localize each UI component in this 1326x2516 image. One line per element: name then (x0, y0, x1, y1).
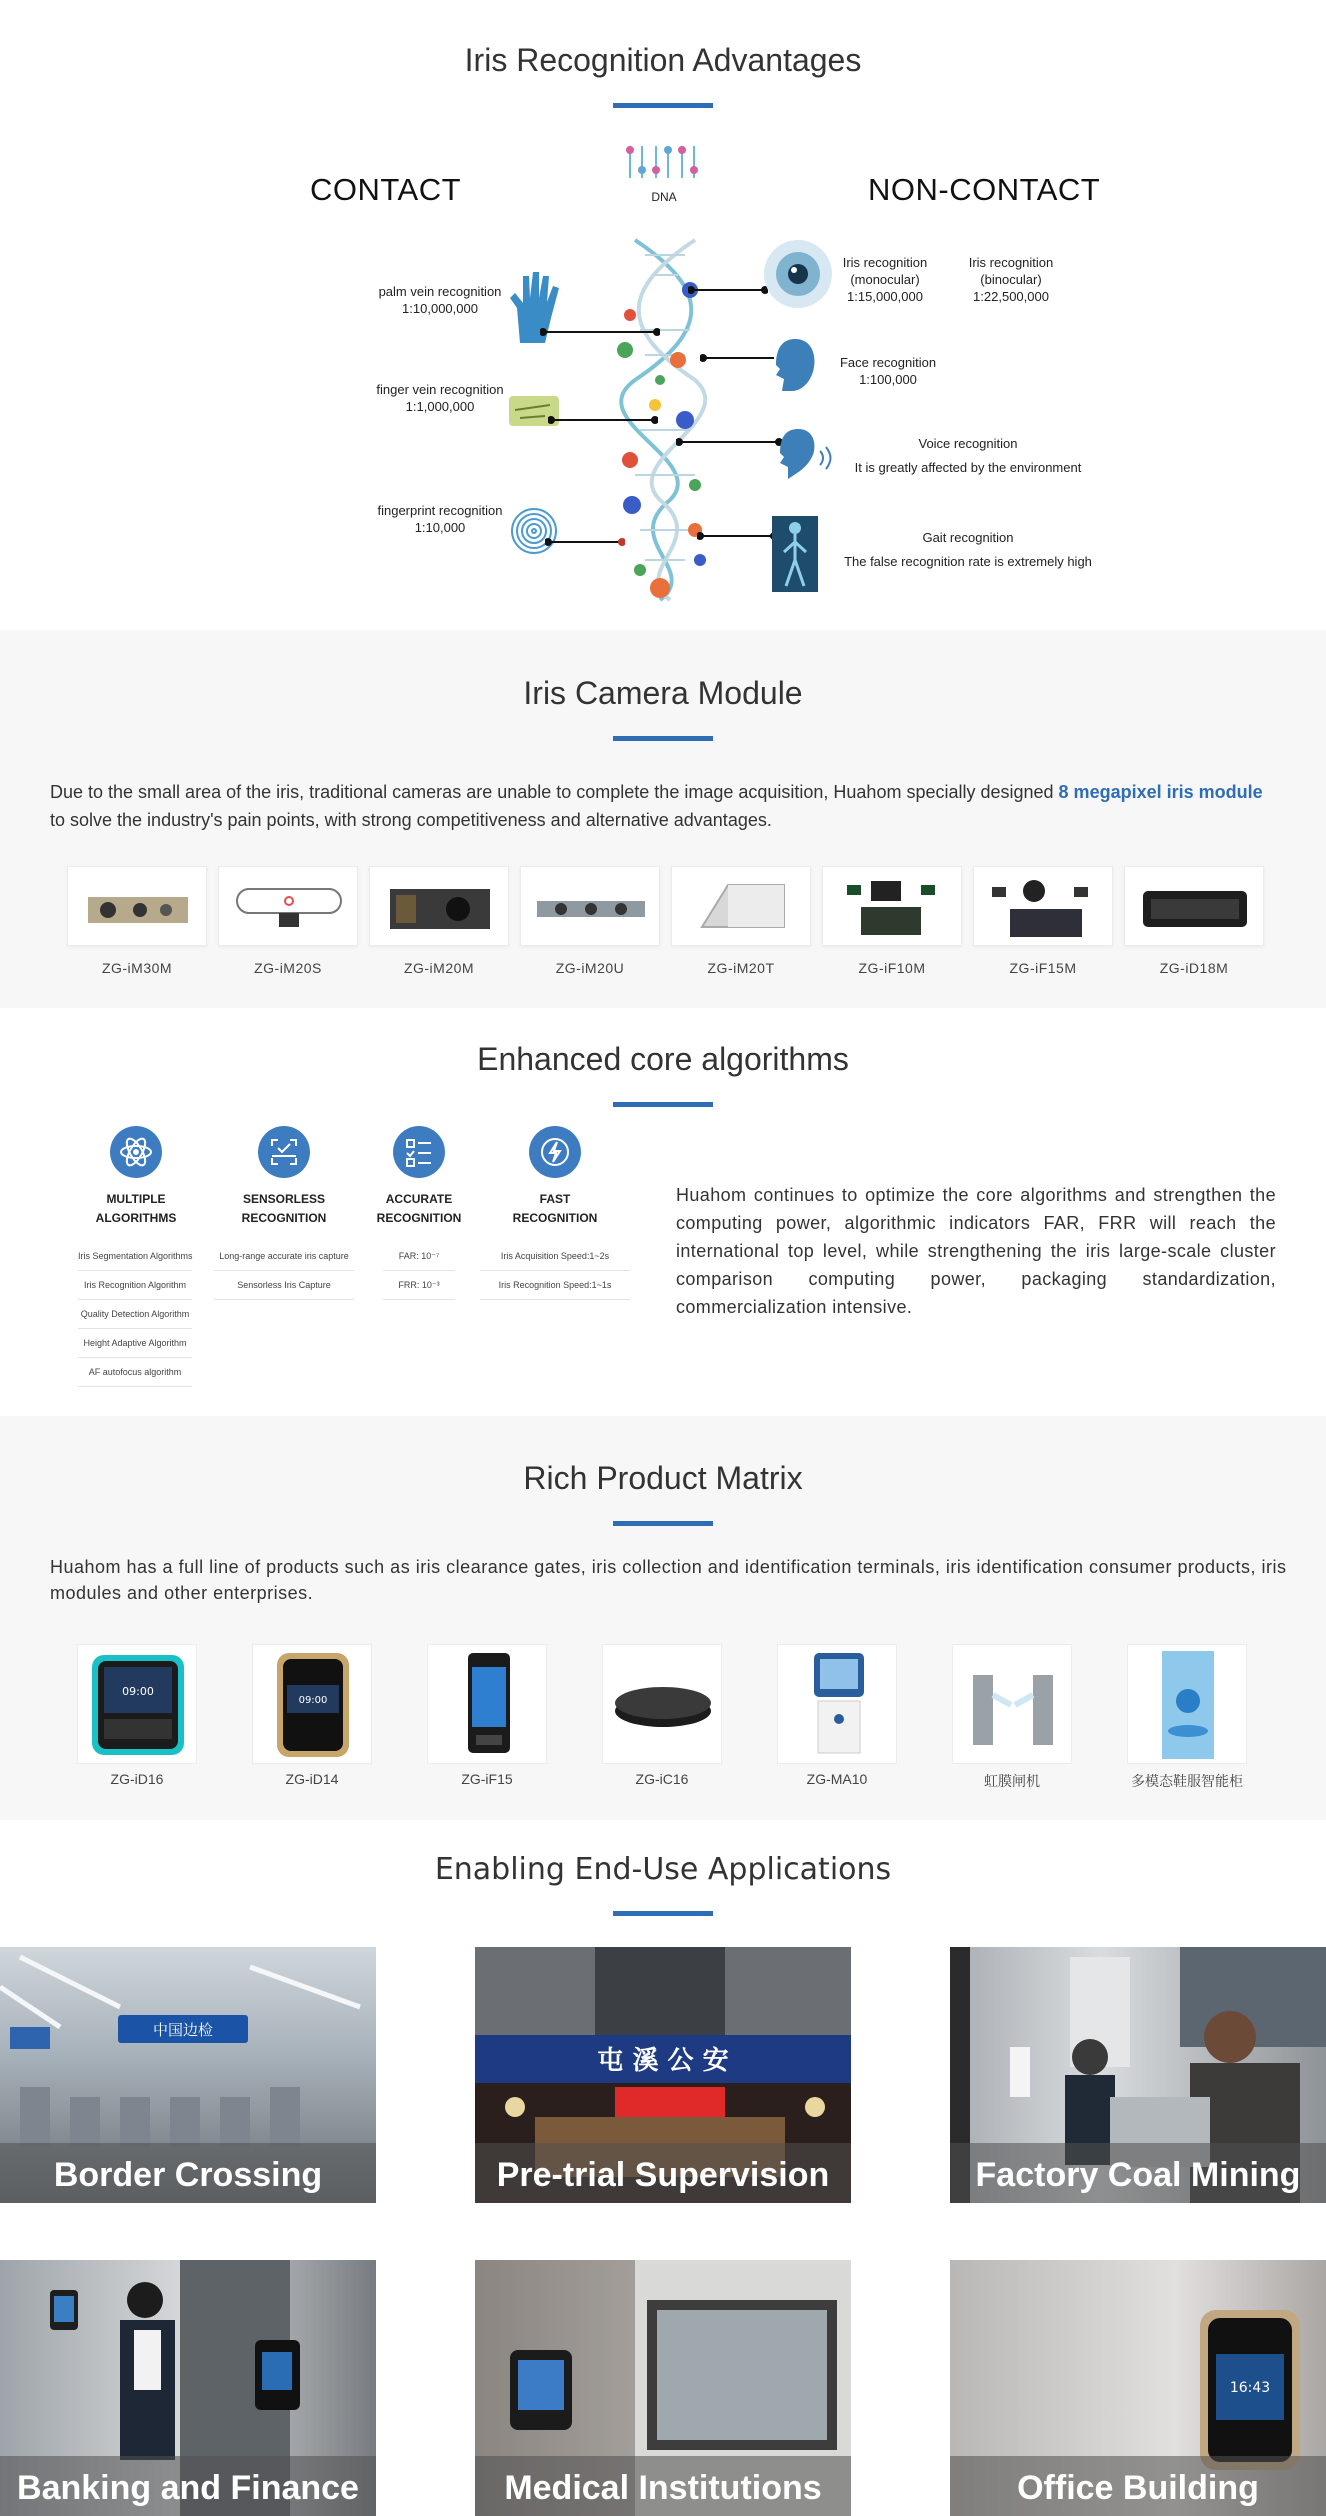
algo-title-fast: FAST RECOGNITION (512, 1192, 598, 1225)
product-card[interactable] (602, 1644, 722, 1764)
palm-vein-text: palm vein recognition 1:10,000,000 (378, 284, 502, 316)
dna-label: DNA (651, 190, 677, 204)
product-image (253, 1645, 373, 1765)
product-card[interactable] (427, 1644, 547, 1764)
product-label: ZG-iC16 (635, 1771, 689, 1787)
app-label: Pre-trial Supervision (475, 2143, 851, 2203)
contact-label: CONTACT (310, 172, 462, 207)
checklist-icon (393, 1126, 445, 1178)
camera-module-card[interactable] (1124, 866, 1264, 946)
module-image (672, 867, 812, 947)
finger-vein-connector (548, 414, 658, 426)
product-matrix-section (0, 1416, 1326, 1820)
camera-module-label: ZG-iD18M (1159, 960, 1229, 976)
module-image (219, 867, 359, 947)
app-label: Border Crossing (0, 2143, 376, 2203)
product-image (953, 1645, 1073, 1765)
gait-icon (772, 516, 818, 592)
camera-module-section (0, 630, 1326, 1008)
fingerprint-icon (508, 505, 560, 557)
palm-connector (540, 326, 660, 338)
eye-icon (762, 238, 834, 310)
app-card-medical[interactable] (475, 2260, 851, 2516)
gait-text: Gait recognition The false recognition rate is extremely high (844, 530, 1092, 569)
module-image (974, 867, 1114, 947)
algo-item: Iris Segmentation Algorithms (78, 1242, 192, 1271)
algo-item: Iris Acquisition Speed:1~2s (480, 1242, 630, 1271)
title-underline (613, 103, 713, 108)
camera-module-label: ZG-iF15M (1009, 960, 1077, 976)
algo-item: FAR: 10⁻⁷ (383, 1242, 455, 1271)
app-card-factory[interactable] (950, 1947, 1326, 2203)
gait-connector (697, 530, 777, 542)
svg-text:09:00: 09:00 (122, 1685, 154, 1698)
product-label: ZG-iD14 (285, 1771, 339, 1787)
module-image (68, 867, 208, 947)
product-image (603, 1645, 723, 1765)
camera-module-card[interactable] (822, 866, 962, 946)
product-label: 虹膜闸机 (984, 1773, 1040, 1789)
camera-module-label: ZG-iM20U (555, 960, 625, 976)
iris-mono-text: Iris recognition (monocular) 1:15,000,000 (842, 255, 928, 304)
product-card[interactable] (77, 1644, 197, 1764)
camera-module-card[interactable] (67, 866, 207, 946)
noncontact-label: NON-CONTACT (868, 172, 1101, 207)
app-card-banking[interactable] (0, 2260, 376, 2516)
atom-icon (110, 1126, 162, 1178)
voice-icon (776, 425, 834, 483)
camera-module-label: ZG-iM20S (254, 960, 322, 976)
highlight-text: 8 megapixel iris module (1058, 782, 1263, 802)
module-image (370, 867, 510, 947)
app-card-office[interactable] (950, 2260, 1326, 2516)
svg-text:16:43: 16:43 (1229, 2380, 1271, 2396)
iris-bin-text: Iris recognition (binocular) 1:22,500,000 (968, 255, 1054, 304)
algorithms-section (0, 1008, 1326, 1416)
product-label: 多模态鞋服智能柜 (1131, 1773, 1243, 1789)
fingerprint-connector (545, 536, 625, 548)
applications-section (0, 1820, 1326, 2516)
face-icon (770, 335, 820, 395)
camera-module-label: ZG-iF10M (858, 960, 926, 976)
product-image (428, 1645, 548, 1765)
module-image (521, 867, 661, 947)
camera-module-card[interactable] (369, 866, 509, 946)
app-label: Factory Coal Mining (950, 2143, 1326, 2203)
algo-title-accurate: ACCURATE RECOGNITION (376, 1192, 462, 1225)
algo-item: Sensorless Iris Capture (214, 1271, 354, 1300)
algorithms-title: Enhanced core algorithms (477, 1041, 849, 1077)
applications-title: Enabling End-Use Applications (434, 1852, 892, 1887)
product-card[interactable] (252, 1644, 372, 1764)
algo-item: Quality Detection Algorithm (78, 1300, 192, 1329)
svg-text:09:00: 09:00 (298, 1695, 328, 1706)
product-card[interactable] (952, 1644, 1072, 1764)
product-image (1128, 1645, 1248, 1765)
finger-vein-text: finger vein recognition 1:1,000,000 (376, 382, 504, 414)
voice-text: Voice recognition It is greatly affected by the environment (854, 436, 1082, 475)
product-label: ZG-MA10 (806, 1771, 868, 1787)
module-image (1125, 867, 1265, 947)
app-label: Banking and Finance (0, 2456, 376, 2516)
product-card[interactable] (1127, 1644, 1247, 1764)
title-underline (613, 1521, 713, 1526)
camera-module-label: ZG-iM20M (403, 960, 475, 976)
face-text: Face recognition 1:100,000 (839, 355, 937, 387)
camera-module-label: ZG-iM20T (707, 960, 775, 976)
camera-module-card[interactable] (671, 866, 811, 946)
title-underline (613, 736, 713, 741)
product-label: ZG-iF15 (461, 1771, 513, 1787)
title-underline (613, 1911, 713, 1916)
app-label: Office Building (950, 2456, 1326, 2516)
camera-module-card[interactable] (973, 866, 1113, 946)
iris-connector (688, 284, 768, 296)
algo-item: Long-range accurate iris capture (214, 1242, 354, 1271)
algorithms-description: Huahom continues to optimize the core algorithms and strengthen the computing power, algorithmic indicators FAR, FRR will reach the international top level, while strengthening the iris large-scale cluster comparison computing power, packaging standardization, commercialization intensive. (676, 1185, 1276, 1317)
algo-title-sensorless: SENSORLESS RECOGNITION (241, 1192, 327, 1225)
camera-title: Iris Camera Module (523, 675, 803, 711)
algo-item: Iris Recognition Algorithm (78, 1271, 192, 1300)
product-card[interactable] (777, 1644, 897, 1764)
camera-module-label: ZG-iM30M (101, 960, 173, 976)
module-image (823, 867, 963, 947)
camera-module-card[interactable] (520, 866, 660, 946)
voice-connector (676, 436, 782, 448)
advantages-title: Iris Recognition Advantages (464, 42, 862, 78)
algo-item: AF autofocus algorithm (78, 1358, 192, 1387)
product-label: ZG-iD16 (110, 1771, 164, 1787)
app-label: Medical Institutions (475, 2456, 851, 2516)
product-image (78, 1645, 198, 1765)
lightning-icon (529, 1126, 581, 1178)
advantages-section (0, 0, 1326, 630)
algo-item: FRR: 10⁻³ (383, 1271, 455, 1300)
product-image (778, 1645, 898, 1765)
products-title: Rich Product Matrix (523, 1460, 803, 1496)
fingerprint-text: fingerprint recognition 1:10,000 (377, 503, 503, 535)
svg-text:屯 溪 公 安: 屯 溪 公 安 (597, 2046, 729, 2076)
camera-description: Due to the small area of the iris, traditional cameras are unable to complete the image acquisition, Huahom specially designed 8 megapixel iris module to solve the industry's pain points, with strong competitiveness and alternative advantages. (50, 782, 1263, 830)
scan-icon (258, 1126, 310, 1178)
svg-text:中国边检: 中国边检 (152, 2021, 214, 2039)
app-card-pretrial[interactable] (475, 1947, 851, 2203)
products-description: Huahom has a full line of products such as iris clearance gates, iris collection and identification terminals, iris identification consumer products, iris modules and other enterprises. (50, 1557, 1287, 1603)
face-connector (700, 352, 774, 364)
algo-item: Height Adaptive Algorithm (78, 1329, 192, 1358)
algo-item: Iris Recognition Speed:1~1s (480, 1271, 630, 1300)
dna-icon (622, 140, 702, 192)
algo-title-multiple: MULTIPLE ALGORITHMS (95, 1192, 177, 1225)
title-underline (613, 1102, 713, 1107)
camera-module-card[interactable] (218, 866, 358, 946)
app-card-border-crossing[interactable] (0, 1947, 376, 2203)
